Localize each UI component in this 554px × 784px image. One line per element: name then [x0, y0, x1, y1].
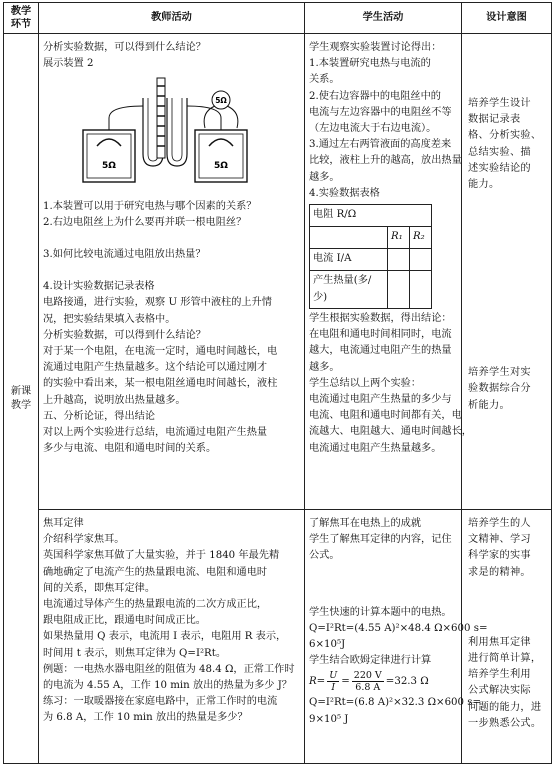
- teacher-line: 对于某一个电阻，在电流一定时，通电时间越长，电: [43, 346, 278, 358]
- formula-line: 6×10⁵J: [309, 639, 346, 651]
- teacher-line: 分析实验数据，可以得到什么结论？: [43, 329, 206, 341]
- data-table-cell: [388, 249, 410, 271]
- design-line: 进行简单计算，: [468, 653, 542, 665]
- data-table-resistance: 电阻 R/Ω: [310, 205, 432, 227]
- design-line: 培养学生利用: [468, 669, 531, 681]
- teacher-line: 上升越高，说明放出热量越多。: [43, 394, 186, 406]
- apparatus-figure: [75, 76, 304, 194]
- design-line: 公式解决实际: [468, 685, 531, 697]
- resistor-top-label: 5Ω: [215, 96, 227, 106]
- student-line: 比较，液柱上升的越高，放出热量: [309, 155, 462, 167]
- ohm-lhs: R=: [309, 676, 326, 688]
- student-line: 学生了解焦耳定律的内容，记住: [309, 534, 452, 546]
- design-cell-2: [462, 510, 552, 764]
- student-line: 电流与左边容器中的电阻丝不等: [309, 106, 452, 118]
- teacher-line: 电路接通，进行实验，观察 U 形管中液柱的上升情: [43, 297, 272, 309]
- data-record-table: [309, 204, 432, 309]
- design-line: 验数据综合分: [468, 383, 531, 395]
- student-line: 关系。: [309, 74, 340, 86]
- teacher-line: 时间用 t 表示，则焦耳定律为 Q=I²Rt。: [43, 647, 227, 659]
- data-table-cell: [410, 271, 432, 309]
- data-table-r1: R₁: [388, 227, 410, 249]
- design-line: 文精神、学习: [468, 534, 531, 546]
- teacher-line: 3.如何比较电流通过电阻放出热量？: [43, 249, 206, 261]
- teacher-cell-2: [39, 510, 305, 764]
- data-table-heat-b: 少): [313, 291, 328, 303]
- formula-line: Q=I²Rt=(6.8 A)²×32.3 Ω×600 s=: [309, 697, 482, 709]
- student-line: 公式。: [309, 550, 340, 562]
- student-line: 越多。: [309, 361, 340, 373]
- teacher-line: 流通过电阻产生热量越多。这个结论可以通过刚才: [43, 362, 268, 374]
- student-line: 学生结合欧姆定律进行计算: [309, 655, 432, 667]
- data-table-current: 电流 I/A: [310, 249, 388, 271]
- design-line: 培养学生设计: [468, 98, 531, 109]
- student-cell-1: [305, 34, 472, 510]
- header-student: 学生活动: [305, 3, 462, 34]
- header-teacher: 教师活动: [39, 3, 305, 34]
- teacher-line: 2.右边电阻丝上为什么要再并联一根电阻丝？: [43, 216, 247, 228]
- ohm-den: 6.8 A: [355, 681, 381, 693]
- header-stage-line2: 环节: [10, 19, 32, 30]
- ohm-eq: =: [341, 676, 350, 688]
- student-line: 学生观察实验装置讨论得出：: [309, 42, 442, 53]
- teacher-line: 4.设计实验数据记录表格: [43, 281, 155, 293]
- student-line: 电流通过电阻产生热量的多少与: [309, 394, 452, 406]
- student-line: 流越大、电阻越大、通电时间越长，: [309, 426, 472, 438]
- stage-line2: 教学: [10, 399, 32, 411]
- data-table-cell: [410, 249, 432, 271]
- lesson-plan-table: [3, 2, 552, 764]
- ohm-u: U: [329, 669, 338, 681]
- student-line: 学生根据实验数据，得出结论：: [309, 313, 452, 325]
- teacher-line: 间的关系，即焦耳定律。: [43, 582, 156, 594]
- teacher-cell-1: [39, 34, 305, 510]
- teacher-line: 电流通过导体产生的热量跟电流的二次方成正比，: [43, 599, 268, 611]
- student-line: 在电阻和通电时间相同时，电流: [309, 329, 452, 341]
- student-line: 电流、电阻和通电时间都有关，电: [309, 410, 462, 422]
- teacher-line: 分析实验数据，可以得到什么结论？: [43, 42, 206, 53]
- scale-ruler: [157, 78, 165, 158]
- teacher-line: 跟电阻成正比，跟通电时间成正比。: [43, 615, 206, 627]
- data-table-heat: [310, 271, 388, 309]
- student-line: 1.本装置研究电热与电流的: [309, 58, 431, 70]
- student-cell-2: [305, 510, 488, 764]
- teacher-line: 况，把实验结果填入表格中。: [43, 313, 176, 325]
- resistor-right-label: 5Ω: [214, 161, 228, 172]
- design-cell-1: [462, 34, 552, 510]
- design-line: 数据记录表: [468, 114, 521, 126]
- data-table-cell: [388, 271, 410, 309]
- ohm-ui-fraction: [327, 670, 339, 693]
- design-line: 问题的能力，进: [468, 701, 542, 713]
- student-line: 2.使右边容器中的电阻丝中的: [309, 90, 441, 102]
- design-line: 述实验结论的: [468, 162, 531, 174]
- student-line: 学生总结以上两个实验：: [309, 377, 422, 389]
- teacher-line: 对以上两个实验进行总结，电流通过电阻产生热量: [43, 427, 268, 439]
- design-line: 科学家的实事: [468, 550, 531, 562]
- row-experiment: [4, 34, 552, 510]
- resistor-left-label: 5Ω: [102, 161, 116, 172]
- teacher-line: 1.本装置可以用于研究电热与哪个因素的关系？: [43, 200, 257, 212]
- student-line: 电流通过电阻产生热量越多。: [309, 442, 442, 454]
- data-table-empty: [310, 227, 388, 249]
- teacher-line: 为 6.8 A，工作 10 min 放出的热量是多少？: [43, 712, 248, 724]
- row-joule: [4, 510, 552, 764]
- design-line: 总结实验、描: [468, 146, 531, 158]
- teacher-line: 练习：一取暖器接在家庭电路中，正常工作时的电流: [43, 696, 278, 708]
- header-stage: [4, 3, 39, 34]
- apparatus-svg: [75, 76, 255, 188]
- container-right: [187, 106, 247, 182]
- design-line: 求是的精神。: [468, 566, 531, 578]
- teacher-line: 英国科学家焦耳做了大量实验，并于 1840 年最先精: [43, 550, 280, 562]
- u-tube-right: [167, 98, 187, 166]
- student-line: 4.实验数据表格: [309, 187, 380, 199]
- header-row: [4, 3, 552, 34]
- stage-cell: [4, 34, 39, 764]
- data-table-heat-a: 产生热量(多/: [313, 275, 372, 287]
- student-line: 学生快速的计算本题中的电热。: [309, 606, 452, 618]
- formula-line: 9×10⁵ J: [309, 713, 349, 725]
- teacher-line: 焦耳定律: [43, 518, 84, 529]
- header-stage-line1: 教学: [10, 6, 32, 17]
- ohm-result: =32.3 Ω: [385, 676, 429, 688]
- data-table-r2: R₂: [410, 227, 432, 249]
- design-line: 析能力。: [468, 399, 510, 411]
- ohm-formula: [305, 669, 461, 695]
- teacher-line: 如果热量用 Q 表示，电流用 I 表示，电阻用 R 表示，: [43, 631, 287, 643]
- student-line: 越多。: [309, 171, 340, 183]
- design-line: 能力。: [468, 179, 500, 191]
- teacher-line: 五、分析论证，得出结论: [43, 410, 156, 422]
- student-line: 3.通过左右两管液面的高度差来: [309, 139, 452, 151]
- teacher-line: 的实验中看出来，某一根电阻丝通电时间越长，液柱: [43, 378, 278, 390]
- teacher-line: 的电流为 4.55 A，工作 10 min 放出的热量为多少 J？: [43, 680, 292, 692]
- container-left: [83, 106, 143, 182]
- ohm-value-fraction: [352, 670, 384, 693]
- formula-line: Q=I²Rt=(4.55 A)²×48.4 Ω×600 s=: [309, 622, 488, 634]
- teacher-line: 确地确定了电流产生的热量跟电流、电阻和通电时: [43, 566, 268, 578]
- stage-line1: 新课: [10, 385, 32, 397]
- student-line: （左边电流大于右边电流）。: [309, 123, 437, 135]
- teacher-line: 例题：一电热水器电阻丝的阻值为 48.4 Ω，正常工作时: [43, 663, 295, 675]
- teacher-line: 展示装置 2: [43, 58, 94, 70]
- teacher-line: 介绍科学家焦耳。: [43, 534, 125, 546]
- teacher-line: 多少与电流、电阻和通电时间的关系。: [43, 443, 217, 455]
- ohm-num: 220 V: [353, 669, 382, 681]
- design-line: 一步熟悉公式。: [468, 717, 542, 729]
- student-line: 越大，电流通过电阻产生的热量: [309, 345, 452, 357]
- design-line: 培养学生对实: [468, 367, 531, 379]
- ohm-i: I: [331, 681, 336, 693]
- header-design: 设计意图: [462, 3, 552, 34]
- student-line: 了解焦耳在电热上的成就: [309, 518, 422, 529]
- design-line: 利用焦耳定律: [468, 636, 531, 648]
- design-line: 培养学生的人: [468, 518, 531, 529]
- design-line: 格、分析实验、: [468, 130, 542, 142]
